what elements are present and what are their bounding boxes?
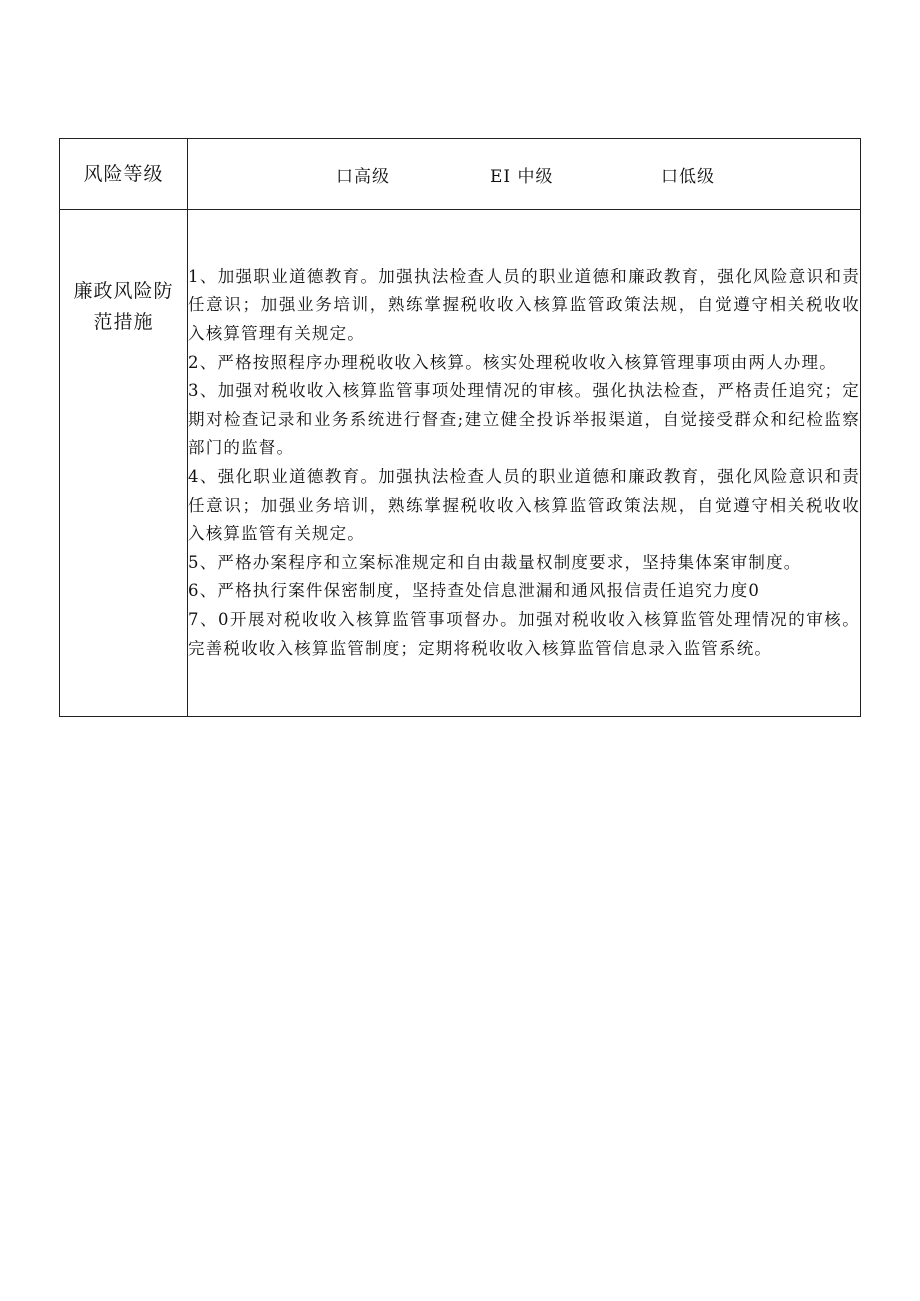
measures-label (60, 210, 187, 338)
measures-row (60, 210, 861, 717)
level-medium-option[interactable]: EI 中级 (490, 167, 554, 187)
measure-item: 6、严格执行案件保密制度，坚持查处信息泄漏和通风报信责任追究力度0 (188, 581, 761, 601)
measure-item: 2、严格按照程序办理税收收入核算。核实处理税收收入核算管理事项由两人办理。 (188, 352, 837, 372)
measures-content-cell (188, 210, 861, 717)
level-high-option[interactable]: 口高级 (336, 167, 390, 187)
risk-level-options-cell (188, 139, 861, 210)
measure-item: 3、加强对税收收入核算监管事项处理情况的审核。强化执法检查，严格责任追究；定期对检查记录和业务系统进行督查;建立健全投诉举报渠道，自觉接受群众和纪检监察部门的监督。 (188, 381, 860, 458)
risk-level-label-cell (60, 139, 188, 210)
risk-level-row (60, 139, 861, 210)
risk-level-label: 风险等级 (83, 163, 164, 185)
measure-item: 5、严格办案程序和立案标准规定和自由裁量权制度要求，坚持集体案审制度。 (188, 552, 802, 572)
measure-item: 4、强化职业道德教育。加强执法检查人员的职业道德和廉政教育，强化风险意识和责任意识；加强业务培训，熟练掌握税收收入核算监管政策法规，自觉遵守相关税收收入核算监管有关规定。 (188, 467, 860, 544)
measure-item: 1、加强职业道德教育。加强执法检查人员的职业道德和廉政教育，强化风险意识和责任意识；加强业务培训，熟练掌握税收收入核算监管政策法规，自觉遵守相关税收收入核算管理有关规定。 (188, 266, 860, 344)
measures-label-line2: 范措施 (93, 311, 154, 333)
level-low-option[interactable]: 口低级 (661, 167, 715, 187)
measure-item: 7、0开展对税收收入核算监管事项督办。加强对税收收入核算监管处理情况的审核。完善税收收入核算监管制度；定期将税收收入核算监管信息录入监管系统。 (188, 609, 860, 658)
measures-label-line1: 廉政风险防 (73, 280, 174, 302)
risk-table (59, 138, 861, 717)
risk-level-options (188, 139, 860, 209)
measures-label-cell (60, 210, 188, 717)
